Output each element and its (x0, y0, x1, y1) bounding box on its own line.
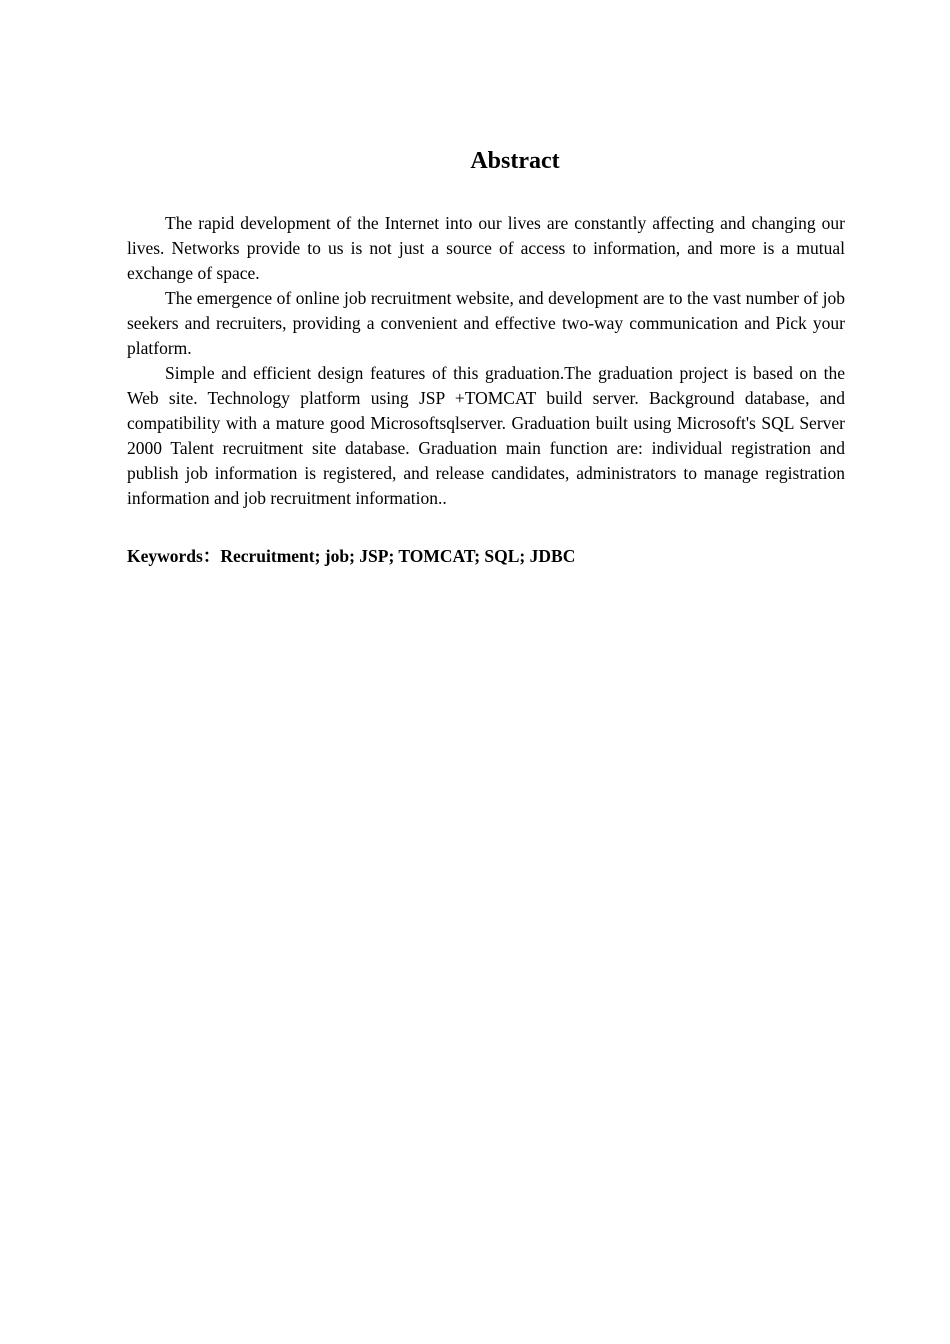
abstract-body (127, 211, 845, 511)
page-title: Abstract (470, 148, 560, 174)
abstract-paragraph-1: The rapid development of the Internet into our lives are constantly affecting and changing our lives. Networks provide to us is not just a source of access to information, and more is a mutual exchange of space. (127, 213, 845, 283)
keywords-line (127, 544, 845, 569)
keywords-label: Keywords： (127, 546, 221, 566)
abstract-paragraph-3: Simple and efficient design features of this graduation.The graduation project is based on the Web site. Technology platform using JSP +TOMCAT build server. Background database, and compatibility with a mature good Microsoftsqlserver. Graduation built using Microsoft's SQL Server 2000 Talent recruitment site database. Graduation main function are: individual registration and publish job information is registered, and release candidates, administrators to manage registration information and job recruitment information.. (127, 363, 845, 508)
keywords-list: Recruitment; job; JSP; TOMCAT; SQL; JDBC (220, 546, 576, 566)
abstract-paragraph-2: The emergence of online job recruitment website, and development are to the vast number of job seekers and recruiters, providing a convenient and effective two-way communication and Pick your platform. (127, 288, 845, 358)
